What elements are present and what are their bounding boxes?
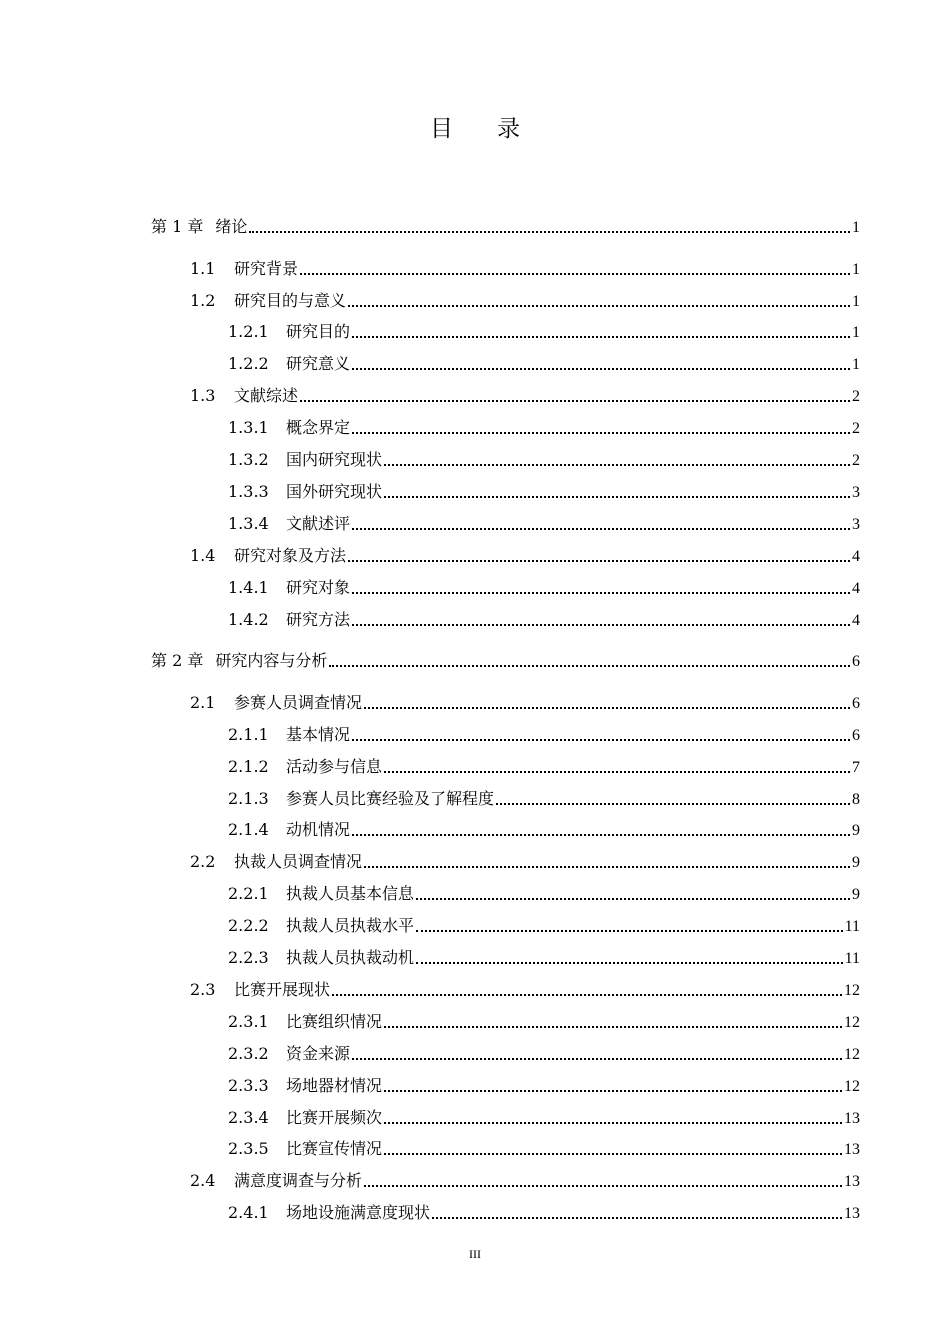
toc-section-entry[interactable] <box>228 417 860 439</box>
toc-entry-page-number: 13 <box>844 1205 860 1222</box>
toc-entry-number: 第 2 章 <box>151 651 204 670</box>
toc-section-entry[interactable] <box>228 481 860 503</box>
toc-entry-page-number: 1 <box>852 261 860 278</box>
toc-entry-label: 满意度调查与分析 <box>234 1171 363 1190</box>
toc-entry-label: 概念界定 <box>286 418 351 437</box>
toc-entry-page-number: 9 <box>852 854 860 871</box>
toc-entry-label: 比赛开展频次 <box>286 1108 383 1127</box>
toc-section-entry[interactable] <box>190 1170 860 1192</box>
toc-section-entry[interactable] <box>228 915 860 937</box>
toc-entry-page-number: 3 <box>852 484 860 501</box>
dot-leader <box>352 592 850 594</box>
toc-entry-label: 活动参与信息 <box>286 757 383 776</box>
dot-leader <box>352 336 850 338</box>
toc-section-entry[interactable] <box>190 692 860 714</box>
toc-entry-number: 2.3.1 <box>228 1012 269 1031</box>
toc-entry-page-number: 4 <box>852 548 860 565</box>
dot-leader <box>384 496 850 498</box>
toc-entry-label: 执裁人员执裁水平 <box>286 916 415 935</box>
toc-section-entry[interactable] <box>228 788 860 810</box>
toc-entry-page-number: 13 <box>844 1141 860 1158</box>
dot-leader <box>416 930 843 932</box>
toc-entry-label: 研究内容与分析 <box>215 651 328 670</box>
toc-entry-label: 研究意义 <box>286 354 351 373</box>
toc-entry-number: 2.3.3 <box>228 1076 269 1095</box>
dot-leader <box>352 432 850 434</box>
toc-entry-label: 研究对象 <box>286 578 351 597</box>
toc-entry-page-number: 2 <box>852 388 860 405</box>
dot-leader <box>496 803 850 805</box>
toc-entry-page-number: 6 <box>852 653 860 670</box>
toc-entry-page-number: 13 <box>844 1173 860 1190</box>
toc-entry-page-number: 13 <box>844 1110 860 1127</box>
toc-entry-label: 绪论 <box>215 217 248 236</box>
toc-entry-number: 2.1.4 <box>228 820 269 839</box>
toc-entry-label: 参赛人员比赛经验及了解程度 <box>286 789 495 808</box>
toc-entry-page-number: 9 <box>852 822 860 839</box>
toc-section-entry[interactable] <box>190 385 860 407</box>
toc-entry-number: 2.1 <box>190 693 216 712</box>
toc-entry-page-number: 2 <box>852 420 860 437</box>
dot-leader <box>249 231 850 233</box>
toc-section-entry[interactable] <box>190 979 860 1001</box>
toc-entry-number: 2.4 <box>190 1171 216 1190</box>
dot-leader <box>384 464 850 466</box>
toc-entry-number: 2.2 <box>190 852 216 871</box>
toc-section-entry[interactable] <box>190 258 860 280</box>
toc-entry-label: 动机情况 <box>286 820 351 839</box>
toc-section-entry[interactable] <box>228 819 860 841</box>
toc-entry-number: 2.3.5 <box>228 1139 269 1158</box>
toc-entry-number: 1.2.2 <box>228 354 269 373</box>
toc-section-entry[interactable] <box>228 609 860 631</box>
toc-entry-page-number: 12 <box>844 1014 860 1031</box>
toc-entry-number: 第 1 章 <box>151 217 204 236</box>
toc-section-entry[interactable] <box>228 1043 860 1065</box>
toc-entry-number: 1.4 <box>190 546 216 565</box>
toc-entry-number: 2.3.4 <box>228 1108 269 1127</box>
toc-entry-page-number: 1 <box>852 324 860 341</box>
dot-leader <box>384 1026 842 1028</box>
toc-entry-number: 2.2.2 <box>228 916 269 935</box>
toc-entry-label: 场地器材情况 <box>286 1076 383 1095</box>
toc-entry-page-number: 6 <box>852 695 860 712</box>
toc-section-entry[interactable] <box>190 290 860 312</box>
toc-section-entry[interactable] <box>228 1107 860 1129</box>
toc-section-entry[interactable] <box>228 756 860 778</box>
toc-entry-label: 执裁人员调查情况 <box>234 852 363 871</box>
toc-entry-number: 1.3.4 <box>228 514 269 533</box>
toc-entry-number: 1.2.1 <box>228 322 269 341</box>
toc-entry-label: 执裁人员执裁动机 <box>286 948 415 967</box>
toc-entry-number: 1.2 <box>190 291 216 310</box>
toc-entry-number: 2.2.1 <box>228 884 269 903</box>
dot-leader <box>348 560 850 562</box>
dot-leader <box>352 1058 842 1060</box>
page-title: 目录 <box>430 116 564 142</box>
toc-entry-page-number: 1 <box>852 356 860 373</box>
dot-leader <box>352 624 850 626</box>
toc-section-entry[interactable] <box>228 577 860 599</box>
toc-entry-page-number: 1 <box>852 293 860 310</box>
toc-entry-number: 2.3.2 <box>228 1044 269 1063</box>
toc-section-entry[interactable] <box>190 851 860 873</box>
dot-leader <box>352 834 850 836</box>
toc-entry-page-number: 1 <box>852 219 860 236</box>
toc-entry-number: 2.2.3 <box>228 948 269 967</box>
dot-leader <box>384 1153 842 1155</box>
toc-section-entry[interactable] <box>228 1011 860 1033</box>
dot-leader <box>416 962 843 964</box>
toc-entry-page-number: 12 <box>844 1046 860 1063</box>
toc-chapter-entry[interactable] <box>151 216 860 238</box>
toc-entry-number: 2.1.1 <box>228 725 269 744</box>
toc-entry-number: 2.1.2 <box>228 757 269 776</box>
dot-leader <box>432 1217 842 1219</box>
toc-entry-page-number: 9 <box>852 886 860 903</box>
toc-entry-number: 1.4.2 <box>228 610 269 629</box>
toc-section-entry[interactable] <box>228 321 860 343</box>
toc-section-entry[interactable] <box>190 545 860 567</box>
toc-entry-label: 比赛开展现状 <box>234 980 331 999</box>
page-number: III <box>469 1247 481 1261</box>
toc-section-entry[interactable] <box>228 449 860 471</box>
toc-entry-page-number: 2 <box>852 452 860 469</box>
toc-entry-label: 场地设施满意度现状 <box>286 1203 431 1222</box>
toc-entry-label: 国内研究现状 <box>286 450 383 469</box>
toc-entry-label: 执裁人员基本信息 <box>286 884 415 903</box>
toc-entry-label: 研究对象及方法 <box>234 546 347 565</box>
dot-leader <box>300 273 850 275</box>
toc-entry-label: 文献综述 <box>234 386 299 405</box>
dot-leader <box>364 1185 842 1187</box>
toc-entry-number: 1.3.1 <box>228 418 269 437</box>
toc-entry-label: 资金来源 <box>286 1044 351 1063</box>
toc-entry-label: 参赛人员调查情况 <box>234 693 363 712</box>
toc-section-entry[interactable] <box>228 947 860 969</box>
dot-leader <box>352 368 850 370</box>
dot-leader <box>352 739 850 741</box>
dot-leader <box>352 528 850 530</box>
toc-entry-number: 1.3.3 <box>228 482 269 501</box>
toc-entry-page-number: 7 <box>852 759 860 776</box>
toc-entry-page-number: 4 <box>852 580 860 597</box>
toc-section-entry[interactable] <box>228 1138 860 1160</box>
dot-leader <box>300 400 850 402</box>
dot-leader <box>364 707 850 709</box>
toc-entry-number: 1.3 <box>190 386 216 405</box>
toc-section-entry[interactable] <box>228 1202 860 1224</box>
dot-leader <box>384 1122 842 1124</box>
toc-entry-number: 2.4.1 <box>228 1203 269 1222</box>
toc-chapter-entry[interactable] <box>151 650 860 672</box>
toc-entry-label: 研究目的 <box>286 322 351 341</box>
toc-section-entry[interactable] <box>228 883 860 905</box>
toc-entry-number: 1.1 <box>190 259 216 278</box>
toc-entry-page-number: 12 <box>844 982 860 999</box>
toc-entry-page-number: 6 <box>852 727 860 744</box>
toc-entry-page-number: 11 <box>844 918 860 935</box>
toc-entry-label: 研究目的与意义 <box>234 291 347 310</box>
toc-entry-label: 文献述评 <box>286 514 351 533</box>
dot-leader <box>384 1090 842 1092</box>
toc-entry-page-number: 8 <box>852 791 860 808</box>
toc-entry-label: 研究方法 <box>286 610 351 629</box>
toc-section-entry[interactable] <box>228 724 860 746</box>
toc-entry-number: 1.3.2 <box>228 450 269 469</box>
toc-entry-label: 比赛宣传情况 <box>286 1139 383 1158</box>
toc-section-entry[interactable] <box>228 513 860 535</box>
toc-entry-label: 研究背景 <box>234 259 299 278</box>
toc-entry-page-number: 12 <box>844 1078 860 1095</box>
dot-leader <box>329 665 850 667</box>
toc-entry-label: 比赛组织情况 <box>286 1012 383 1031</box>
toc-entry-number: 1.4.1 <box>228 578 269 597</box>
toc-section-entry[interactable] <box>228 353 860 375</box>
toc-entry-page-number: 3 <box>852 516 860 533</box>
toc-entry-label: 国外研究现状 <box>286 482 383 501</box>
toc-entry-number: 2.3 <box>190 980 216 999</box>
toc-entry-number: 2.1.3 <box>228 789 269 808</box>
dot-leader <box>332 994 842 996</box>
dot-leader <box>364 866 850 868</box>
toc-entry-page-number: 4 <box>852 612 860 629</box>
dot-leader <box>348 305 850 307</box>
toc-section-entry[interactable] <box>228 1075 860 1097</box>
dot-leader <box>384 771 850 773</box>
toc-entry-label: 基本情况 <box>286 725 351 744</box>
toc-entry-page-number: 11 <box>844 950 860 967</box>
dot-leader <box>416 898 850 900</box>
